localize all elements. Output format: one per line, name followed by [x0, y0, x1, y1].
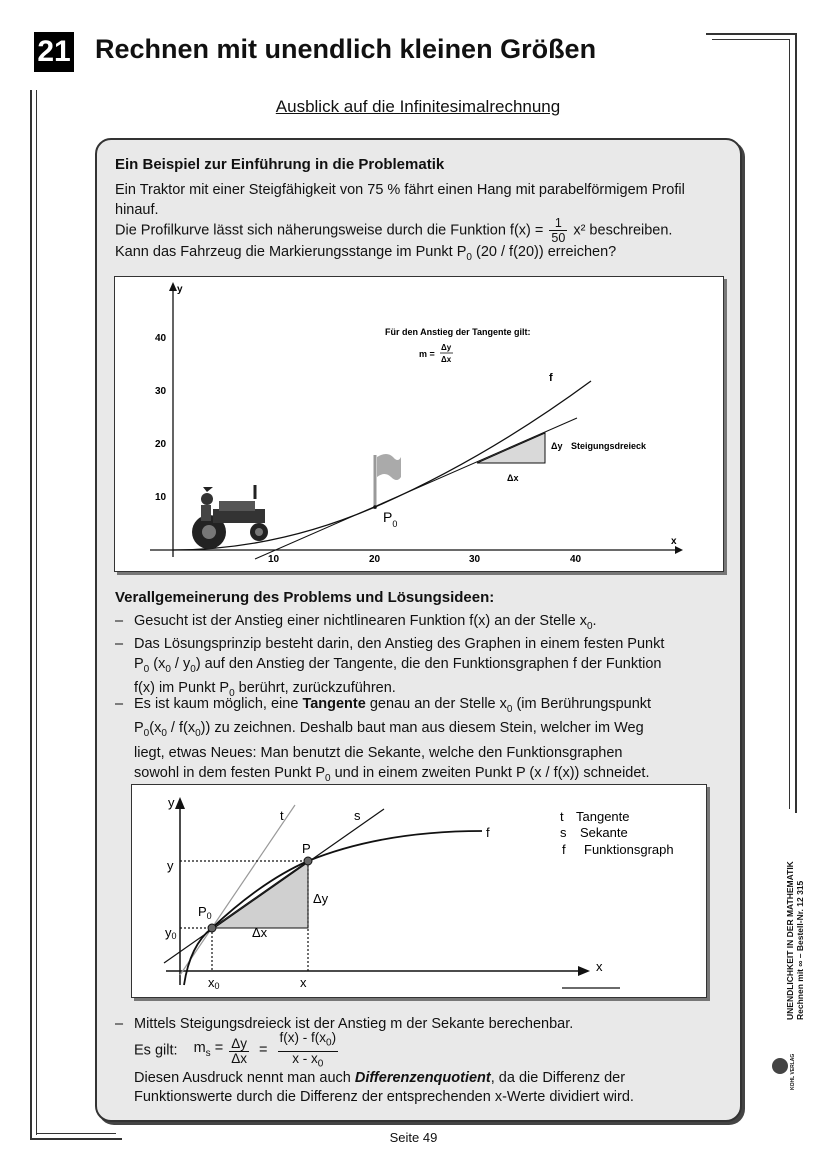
point-p0: [373, 505, 377, 509]
dy-label: Δy: [551, 441, 563, 451]
dy-label: Δy: [313, 891, 329, 906]
bullet-4: – Mittels Steigungsdreieck ist der Anstieg m der Sekante berechenbar.: [115, 1016, 574, 1032]
legend-key-f: f: [562, 842, 566, 857]
x-tick-40: 40: [570, 554, 582, 565]
intro-heading: Ein Beispiel zur Einführung in die Problematik: [115, 156, 445, 173]
frame-top-right-line-2: [712, 39, 790, 40]
intro-paragraph-2: Die Profilkurve lässt sich näherungsweise durch die Funktion f(x) = $\frac{1}{50}$ x² beschreiben.: [115, 216, 673, 245]
general-heading: Verallgemeinerung des Problems und Lösungsideen:: [115, 589, 495, 606]
side-publisher-note: [785, 830, 805, 1020]
secant-chart-panel: [131, 784, 707, 998]
tangent-line: [255, 418, 577, 559]
legend-text-s: Sekante: [580, 825, 628, 840]
x-tick-20: 20: [369, 554, 381, 565]
annotation-num: Δy: [441, 343, 452, 352]
dx-label: Δx: [507, 473, 519, 483]
publisher-logo-text: KOHL VERLAG: [790, 1053, 796, 1090]
y-axis-arrow: [169, 282, 177, 291]
point-p0-label: $P_0$: [383, 509, 398, 529]
x0-label: x0: [208, 975, 220, 991]
x-label: x: [300, 975, 307, 990]
y0-label: y0: [165, 925, 177, 941]
side-line-2: Rechnen mit ∞ – Bestell-Nr. 12 315: [795, 880, 805, 1020]
f-label: f: [486, 825, 490, 840]
curve-label-f: f: [549, 372, 553, 384]
fraction-difference: $\frac{f(x) - f(x_0)}{x - x_0}$: [279, 1030, 337, 1070]
secant-chart: [132, 785, 706, 997]
frame-right-line-2: [789, 39, 790, 809]
annotation-title: Für den Anstieg der Tangente gilt:: [385, 327, 531, 337]
chapter-number: 21: [34, 32, 74, 72]
legend-text-t: Tangente: [576, 809, 630, 824]
secant-line: [164, 809, 384, 963]
x-tick-10: 10: [268, 554, 280, 565]
flag: [377, 454, 401, 480]
slope-triangle: [477, 433, 545, 463]
page-subtitle: Ausblick auf die Infinitesimalrechnung: [275, 97, 561, 116]
tractor-illustration: [192, 485, 268, 549]
dx-label: Δx: [252, 925, 268, 940]
page-title: Rechnen mit unendlich kleinen Größen: [95, 34, 597, 64]
legend-key-s: s: [560, 825, 567, 840]
x-axis-label: x: [671, 536, 677, 547]
y-tick-40: 40: [155, 333, 167, 344]
triangle-label: Steigungsdreieck: [571, 441, 647, 451]
annotation-m: m =: [419, 349, 435, 359]
y-axis-label: y: [177, 284, 183, 295]
legend-key-t: t: [560, 809, 564, 824]
tractor-chart: [115, 277, 723, 571]
s-label: s: [354, 808, 361, 823]
difference-quotient-formula: Es gilt: $m_s$ = $\frac{\Delta y}{\Delta x}$ = $\frac{f(x) - f(x_0)}{x - x_0}$: [134, 1030, 337, 1070]
y-label: y: [167, 858, 174, 873]
slope-triangle: [212, 861, 308, 928]
x-tick-30: 30: [469, 554, 481, 565]
final-paragraph-1: Diesen Ausdruck nennt man auch Differenzenquotient, da die Differenz der: [134, 1070, 626, 1086]
p-label: P: [302, 841, 311, 856]
y-tick-30: 30: [155, 386, 167, 397]
tractor-chart-panel: [114, 276, 724, 572]
bullet-1: – Gesucht ist der Anstieg einer nichtlinearen Funktion f(x) an der Stelle $x_0$.: [115, 613, 597, 632]
y-axis-arrow: [175, 797, 185, 809]
final-paragraph-2: Funktionswerte durch die Differenz der entsprechenden x-Werte dividiert wird.: [134, 1089, 634, 1105]
fraction-one-fiftieth: $\frac{1}{50}$: [551, 216, 566, 245]
point-p0: [208, 924, 216, 932]
point-p: [304, 857, 312, 865]
y-tick-10: 10: [155, 492, 167, 503]
bullet-2: – Das Lösungsprinzip besteht darin, den Anstieg des Graphen in einem festen Punkt $P_0$ $(x_0 / y_0)$ auf den Anstieg der Tangente, die den Funktionsgraphen f der Funktion f(x) im Punkt $P_0$ berührt, zurückzuführen.: [115, 636, 665, 699]
x-axis-arrow: [675, 546, 683, 554]
frame-top-right-line-1: [706, 33, 796, 35]
publisher-logo: [770, 1040, 796, 1090]
side-line-1: UNENDLICHKEIT IN DER MATHEMATIK: [785, 861, 795, 1020]
page-number: Seite 49: [389, 1130, 438, 1145]
chart2-legend: [560, 809, 674, 857]
fraction-dy-dx: $\frac{\Delta y}{\Delta x}$: [231, 1035, 247, 1066]
intro-paragraph-3: Kann das Fahrzeug die Markierungsstange im Punkt $P_0$ (20 / f(20)) erreichen?: [115, 244, 617, 263]
publisher-logo-tree: [772, 1058, 788, 1074]
function-curve: [184, 831, 482, 985]
annotation-den: Δx: [441, 355, 452, 364]
legend-text-f: Funktionsgraph: [584, 842, 674, 857]
frame-left-line-1: [30, 90, 32, 1138]
frame-left-line-2: [36, 90, 37, 1135]
frame-right-line-1: [795, 33, 797, 813]
y-tick-20: 20: [155, 439, 167, 450]
x-axis-label: x: [596, 959, 603, 974]
t-label: t: [280, 808, 284, 823]
y-axis-label: y: [168, 795, 175, 810]
p0-label: $P_0$: [198, 904, 212, 921]
intro-paragraph-1: Ein Traktor mit einer Steigfähigkeit von 75 % fährt einen Hang mit parabelförmigem Profil hinauf.: [115, 182, 685, 218]
bullet-3: – Es ist kaum möglich, eine Tangente genau an der Stelle $x_0$ (im Berührungspunkt $P_0(x_0 / f(x_0))$ zu zeichnen. Deshalb baut man aus diesem Stein, welcher im Weg liegt, etwas Neues: Man benutzt die Sekante, welche den Funktionsgraphen sowohl in dem festen Punkt $P_0$ und in einem zweiten Punkt P (x / f(x)) schneidet.: [115, 696, 652, 784]
x-axis-arrow: [578, 966, 590, 976]
